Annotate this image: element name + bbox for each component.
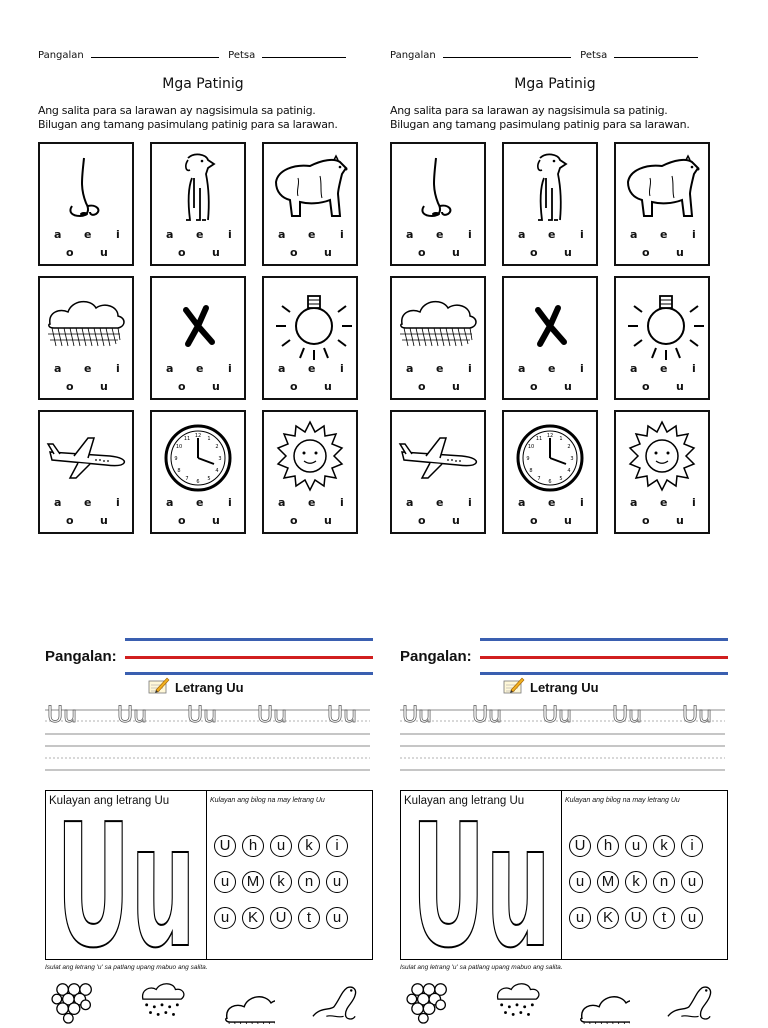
name-line bbox=[443, 48, 571, 58]
vowel-worksheet-right bbox=[390, 34, 730, 544]
vowel-option[interactable]: e bbox=[308, 496, 315, 509]
worksheet-instructions bbox=[38, 104, 338, 132]
picture-card bbox=[390, 276, 486, 400]
picture-card bbox=[38, 276, 134, 400]
grapes-icon bbox=[404, 978, 458, 1024]
word-picture bbox=[662, 978, 716, 1024]
bear-icon bbox=[268, 148, 352, 228]
letter-circle[interactable]: U bbox=[270, 907, 292, 929]
vowel-option[interactable]: o bbox=[418, 514, 426, 527]
date-label: Petsa bbox=[228, 50, 255, 61]
vowel-option[interactable]: e bbox=[84, 228, 91, 241]
card-picture bbox=[620, 416, 704, 496]
vowel-option[interactable]: i bbox=[116, 362, 120, 375]
letter-circle[interactable]: U bbox=[625, 907, 647, 929]
instruction-line-1: Ang salita para sa larawan ay nagsisimula sa patinig. bbox=[390, 104, 690, 118]
svg-text:11: 11 bbox=[536, 436, 542, 442]
letter-circle[interactable]: h bbox=[597, 835, 619, 857]
vowel-option[interactable]: i bbox=[116, 228, 120, 241]
vowel-option[interactable]: e bbox=[84, 362, 91, 375]
svg-text:8: 8 bbox=[177, 468, 180, 474]
svg-text:1: 1 bbox=[559, 436, 562, 442]
vowel-option[interactable]: a bbox=[166, 496, 173, 509]
cloud-icon bbox=[396, 282, 480, 362]
picture-card bbox=[150, 276, 246, 400]
vowel-option[interactable]: i bbox=[340, 228, 344, 241]
vowel-option[interactable]: a bbox=[630, 496, 637, 509]
svg-text:11: 11 bbox=[184, 436, 190, 442]
vowel-option[interactable]: e bbox=[660, 228, 667, 241]
pencil-paper-icon bbox=[148, 676, 170, 694]
svg-text:8: 8 bbox=[529, 468, 532, 474]
vowel-option[interactable]: i bbox=[340, 496, 344, 509]
picture-card bbox=[38, 410, 134, 534]
trace-letter: Uu bbox=[257, 703, 287, 728]
airplane-icon bbox=[44, 416, 128, 496]
card-picture bbox=[396, 148, 480, 228]
box-divider bbox=[206, 791, 207, 959]
svg-text:2: 2 bbox=[567, 444, 570, 450]
color-instruction: Kulayan ang letrang Uu bbox=[49, 795, 169, 807]
vowel-option[interactable]: a bbox=[278, 496, 285, 509]
vowel-option[interactable]: a bbox=[278, 228, 285, 241]
vowel-option[interactable]: o bbox=[178, 246, 186, 259]
trace-letter: Uu bbox=[682, 703, 712, 728]
picture-card bbox=[390, 410, 486, 534]
vowel-option[interactable]: e bbox=[548, 228, 555, 241]
airplane-icon bbox=[396, 416, 480, 496]
vowel-option[interactable]: e bbox=[196, 496, 203, 509]
card-picture bbox=[508, 416, 592, 496]
name-rule-blue-top bbox=[125, 638, 373, 641]
vowel-option[interactable]: e bbox=[196, 228, 203, 241]
word-picture bbox=[307, 978, 361, 1024]
color-instruction: Kulayan ang letrang Uu bbox=[404, 795, 524, 807]
vowel-option[interactable]: i bbox=[340, 362, 344, 375]
vowel-option[interactable]: u bbox=[100, 246, 108, 259]
card-picture bbox=[156, 282, 240, 362]
card-picture bbox=[44, 148, 128, 228]
letter-u-worksheet-right bbox=[400, 628, 735, 1024]
x-mark-icon bbox=[508, 282, 592, 362]
sun-icon bbox=[620, 416, 704, 496]
letter-circle[interactable]: u bbox=[270, 835, 292, 857]
trace-letter: Uu bbox=[612, 703, 642, 728]
card-picture bbox=[508, 282, 592, 362]
svg-text:3: 3 bbox=[218, 456, 221, 462]
vowel-option[interactable]: u bbox=[676, 380, 684, 393]
vowel-option[interactable]: o bbox=[642, 380, 650, 393]
vowel-option[interactable]: e bbox=[660, 496, 667, 509]
svg-text:2: 2 bbox=[215, 444, 218, 450]
letter-circle[interactable]: u bbox=[214, 907, 236, 929]
worksheet-header bbox=[38, 48, 368, 61]
vowel-option[interactable]: i bbox=[692, 228, 696, 241]
vowel-option[interactable]: a bbox=[630, 228, 637, 241]
trace-letter: Uu bbox=[187, 703, 217, 728]
letter-circle[interactable]: u bbox=[569, 907, 591, 929]
name-label: Pangalan: bbox=[400, 648, 472, 665]
picture-card bbox=[150, 410, 246, 534]
svg-text:5: 5 bbox=[559, 476, 562, 482]
name-rule-blue-bottom bbox=[480, 672, 728, 675]
letter-circle[interactable]: M bbox=[597, 871, 619, 893]
vowel-option[interactable]: e bbox=[548, 496, 555, 509]
vowel-option[interactable]: e bbox=[436, 228, 443, 241]
vowel-option[interactable]: i bbox=[468, 362, 472, 375]
vowel-option[interactable]: u bbox=[564, 380, 572, 393]
word-picture bbox=[490, 978, 544, 1024]
picture-card bbox=[262, 142, 358, 266]
vowel-option[interactable]: i bbox=[692, 362, 696, 375]
worksheet-title: Mga Patinig bbox=[390, 76, 720, 92]
letter-circle[interactable]: t bbox=[653, 907, 675, 929]
vowel-option[interactable]: o bbox=[642, 514, 650, 527]
svg-text:3: 3 bbox=[570, 456, 573, 462]
worm-icon bbox=[662, 978, 716, 1024]
svg-text:10: 10 bbox=[176, 444, 182, 450]
vowel-option[interactable]: o bbox=[290, 380, 298, 393]
vowel-option[interactable]: u bbox=[452, 514, 460, 527]
letter-circle[interactable]: M bbox=[242, 871, 264, 893]
picture-card bbox=[262, 276, 358, 400]
svg-text:9: 9 bbox=[174, 456, 177, 462]
vowel-option[interactable]: o bbox=[178, 514, 186, 527]
dog-icon bbox=[156, 148, 240, 228]
card-picture bbox=[268, 282, 352, 362]
svg-text:6: 6 bbox=[548, 479, 551, 485]
vowel-option[interactable]: e bbox=[436, 496, 443, 509]
letter-circle[interactable]: u bbox=[326, 907, 348, 929]
date-line bbox=[614, 48, 698, 58]
coloring-box bbox=[45, 790, 373, 960]
picture-card bbox=[262, 410, 358, 534]
card-picture bbox=[156, 148, 240, 228]
svg-text:7: 7 bbox=[185, 476, 188, 482]
svg-text:12: 12 bbox=[195, 433, 201, 439]
instruction-line-1: Ang salita para sa larawan ay nagsisimula sa patinig. bbox=[38, 104, 338, 118]
vowel-option[interactable]: o bbox=[66, 380, 74, 393]
vowel-option[interactable]: u bbox=[100, 380, 108, 393]
trace-letter: Uu bbox=[402, 703, 432, 728]
vowel-option[interactable]: a bbox=[406, 228, 413, 241]
picture-card bbox=[390, 142, 486, 266]
vowel-option[interactable]: a bbox=[518, 228, 525, 241]
clock-icon bbox=[156, 416, 240, 496]
vowel-option[interactable]: e bbox=[196, 362, 203, 375]
write-instruction: Isulat ang letrang 'u' sa patlang upang mabuo ang salita. bbox=[45, 964, 208, 971]
cloud-icon bbox=[44, 282, 128, 362]
vowel-option[interactable]: u bbox=[100, 514, 108, 527]
card-picture bbox=[268, 148, 352, 228]
card-picture bbox=[620, 148, 704, 228]
vowel-option[interactable]: o bbox=[290, 246, 298, 259]
letter-circle[interactable]: K bbox=[242, 907, 264, 929]
picture-card bbox=[614, 410, 710, 534]
vowel-option[interactable]: e bbox=[308, 362, 315, 375]
letter-circle[interactable]: u bbox=[625, 835, 647, 857]
vowel-option[interactable]: i bbox=[228, 362, 232, 375]
vowel-option[interactable]: u bbox=[676, 246, 684, 259]
vowel-option[interactable]: i bbox=[468, 228, 472, 241]
clock-icon bbox=[508, 416, 592, 496]
vowel-option[interactable]: e bbox=[660, 362, 667, 375]
nose-icon bbox=[396, 148, 480, 228]
svg-text:6: 6 bbox=[196, 479, 199, 485]
card-picture bbox=[508, 148, 592, 228]
letter-circle[interactable]: u bbox=[569, 871, 591, 893]
rain-cloud-icon bbox=[135, 978, 189, 1024]
card-picture bbox=[268, 416, 352, 496]
lightbulb-icon bbox=[268, 282, 352, 362]
vowel-option[interactable]: o bbox=[530, 514, 538, 527]
vowel-option[interactable]: u bbox=[324, 514, 332, 527]
letter-circle[interactable]: u bbox=[681, 871, 703, 893]
letter-circle[interactable]: U bbox=[214, 835, 236, 857]
letter-circle[interactable]: K bbox=[597, 907, 619, 929]
svg-text:4: 4 bbox=[215, 468, 218, 474]
vowel-option[interactable]: i bbox=[580, 228, 584, 241]
vowel-option[interactable]: a bbox=[518, 496, 525, 509]
letter-circle[interactable]: k bbox=[653, 835, 675, 857]
letter-circle[interactable]: k bbox=[270, 871, 292, 893]
vowel-option[interactable]: a bbox=[54, 362, 61, 375]
vowel-option[interactable]: i bbox=[116, 496, 120, 509]
grapes-icon bbox=[49, 978, 103, 1024]
picture-card bbox=[502, 276, 598, 400]
worksheet-title: Mga Patinig bbox=[38, 76, 368, 92]
big-letter-uu bbox=[54, 815, 204, 955]
word-picture bbox=[49, 978, 103, 1024]
rain-cloud-icon bbox=[490, 978, 544, 1024]
vowel-option[interactable]: u bbox=[564, 514, 572, 527]
sun-icon bbox=[268, 416, 352, 496]
bear-icon bbox=[620, 148, 704, 228]
vowel-option[interactable]: i bbox=[580, 362, 584, 375]
word-picture bbox=[404, 978, 458, 1024]
vowel-option[interactable]: u bbox=[324, 380, 332, 393]
word-picture bbox=[576, 978, 630, 1024]
vowel-option[interactable]: u bbox=[212, 246, 220, 259]
letter-circle[interactable]: k bbox=[625, 871, 647, 893]
card-picture bbox=[620, 282, 704, 362]
vowel-option[interactable]: a bbox=[518, 362, 525, 375]
cloud-icon bbox=[221, 978, 275, 1024]
word-picture bbox=[135, 978, 189, 1024]
vowel-option[interactable]: i bbox=[468, 496, 472, 509]
vowel-option[interactable]: i bbox=[580, 496, 584, 509]
name-rule-red bbox=[125, 656, 373, 659]
vowel-option[interactable]: a bbox=[406, 362, 413, 375]
letter-circle[interactable]: t bbox=[298, 907, 320, 929]
card-picture bbox=[396, 416, 480, 496]
card-picture bbox=[44, 416, 128, 496]
circle-instruction: Kulayan ang bilog na may letrang Uu bbox=[565, 797, 680, 804]
instruction-line-2: Bilugan ang tamang pasimulang patinig para sa larawan. bbox=[38, 118, 338, 132]
date-label: Petsa bbox=[580, 50, 607, 61]
picture-card bbox=[150, 142, 246, 266]
big-letter-text: Uu bbox=[411, 815, 551, 955]
name-label: Pangalan bbox=[38, 50, 84, 61]
letter-circle[interactable]: u bbox=[214, 871, 236, 893]
letter-circle[interactable]: U bbox=[569, 835, 591, 857]
letter-u-worksheet-left bbox=[45, 628, 380, 1024]
vowel-option[interactable]: o bbox=[530, 380, 538, 393]
letter-title bbox=[175, 680, 244, 695]
big-letter-text: Uu bbox=[56, 815, 196, 955]
letter-circle[interactable]: n bbox=[298, 871, 320, 893]
picture-card bbox=[614, 276, 710, 400]
vowel-option[interactable]: u bbox=[324, 246, 332, 259]
name-rule-red bbox=[480, 656, 728, 659]
vowel-option[interactable]: a bbox=[406, 496, 413, 509]
picture-card bbox=[38, 142, 134, 266]
picture-card bbox=[502, 410, 598, 534]
name-label: Pangalan: bbox=[45, 648, 117, 665]
svg-text:7: 7 bbox=[537, 476, 540, 482]
vowel-option[interactable]: e bbox=[308, 228, 315, 241]
vowel-worksheet-left bbox=[38, 34, 378, 544]
x-mark-icon bbox=[156, 282, 240, 362]
trace-letter: Uu bbox=[47, 703, 77, 728]
vowel-option[interactable]: o bbox=[178, 380, 186, 393]
card-picture bbox=[396, 282, 480, 362]
trace-letter: Uu bbox=[472, 703, 502, 728]
vowel-option[interactable]: a bbox=[54, 228, 61, 241]
letter-circle[interactable]: n bbox=[653, 871, 675, 893]
letter-title-text: Letrang Uu bbox=[530, 680, 599, 695]
big-letter-uu bbox=[409, 815, 559, 955]
vowel-option[interactable]: a bbox=[54, 496, 61, 509]
dog-icon bbox=[508, 148, 592, 228]
svg-text:5: 5 bbox=[207, 476, 210, 482]
vowel-option[interactable]: o bbox=[418, 380, 426, 393]
vowel-option[interactable]: e bbox=[84, 496, 91, 509]
vowel-option[interactable]: i bbox=[692, 496, 696, 509]
letter-circle[interactable]: k bbox=[298, 835, 320, 857]
svg-text:12: 12 bbox=[547, 433, 553, 439]
worm-icon bbox=[307, 978, 361, 1024]
nose-icon bbox=[44, 148, 128, 228]
vowel-option[interactable]: u bbox=[452, 380, 460, 393]
date-line bbox=[262, 48, 346, 58]
picture-card bbox=[502, 142, 598, 266]
letter-circle[interactable]: u bbox=[681, 907, 703, 929]
word-picture bbox=[221, 978, 275, 1024]
trace-letter: Uu bbox=[117, 703, 147, 728]
svg-text:1: 1 bbox=[207, 436, 210, 442]
vowel-option[interactable]: u bbox=[212, 514, 220, 527]
vowel-option[interactable]: e bbox=[436, 362, 443, 375]
name-label: Pangalan bbox=[390, 50, 436, 61]
letter-circle[interactable]: i bbox=[681, 835, 703, 857]
coloring-box bbox=[400, 790, 728, 960]
trace-lines bbox=[45, 706, 370, 790]
trace-letter: Uu bbox=[327, 703, 357, 728]
letter-title-text: Letrang Uu bbox=[175, 680, 244, 695]
trace-letter: Uu bbox=[542, 703, 572, 728]
vowel-option[interactable]: a bbox=[166, 228, 173, 241]
vowel-option[interactable]: i bbox=[228, 228, 232, 241]
worksheet-header bbox=[390, 48, 720, 61]
vowel-option[interactable]: e bbox=[548, 362, 555, 375]
card-picture bbox=[44, 282, 128, 362]
letter-circle[interactable]: i bbox=[326, 835, 348, 857]
vowel-option[interactable]: o bbox=[66, 514, 74, 527]
name-line bbox=[91, 48, 219, 58]
write-instruction: Isulat ang letrang 'u' sa patlang upang mabuo ang salita. bbox=[400, 964, 563, 971]
cloud-icon bbox=[576, 978, 630, 1024]
worksheet-instructions bbox=[390, 104, 690, 132]
svg-text:4: 4 bbox=[567, 468, 570, 474]
instruction-line-2: Bilugan ang tamang pasimulang patinig para sa larawan. bbox=[390, 118, 690, 132]
card-picture bbox=[156, 416, 240, 496]
name-rule-blue-top bbox=[480, 638, 728, 641]
vowel-option[interactable]: o bbox=[290, 514, 298, 527]
svg-text:9: 9 bbox=[526, 456, 529, 462]
vowel-option[interactable]: u bbox=[676, 514, 684, 527]
trace-lines bbox=[400, 706, 725, 790]
picture-card bbox=[614, 142, 710, 266]
vowel-option[interactable]: u bbox=[452, 246, 460, 259]
vowel-option[interactable]: a bbox=[166, 362, 173, 375]
vowel-option[interactable]: u bbox=[564, 246, 572, 259]
name-rule-blue-bottom bbox=[125, 672, 373, 675]
letter-circle[interactable]: h bbox=[242, 835, 264, 857]
pencil-paper-icon bbox=[503, 676, 525, 694]
vowel-option[interactable]: a bbox=[630, 362, 637, 375]
vowel-option[interactable]: o bbox=[418, 246, 426, 259]
vowel-option[interactable]: i bbox=[228, 496, 232, 509]
vowel-option[interactable]: u bbox=[212, 380, 220, 393]
vowel-option[interactable]: o bbox=[66, 246, 74, 259]
letter-circle[interactable]: u bbox=[326, 871, 348, 893]
box-divider bbox=[561, 791, 562, 959]
svg-text:10: 10 bbox=[528, 444, 534, 450]
circle-instruction: Kulayan ang bilog na may letrang Uu bbox=[210, 797, 325, 804]
vowel-option[interactable]: o bbox=[642, 246, 650, 259]
lightbulb-icon bbox=[620, 282, 704, 362]
vowel-option[interactable]: a bbox=[278, 362, 285, 375]
vowel-option[interactable]: o bbox=[530, 246, 538, 259]
letter-title bbox=[530, 680, 599, 695]
